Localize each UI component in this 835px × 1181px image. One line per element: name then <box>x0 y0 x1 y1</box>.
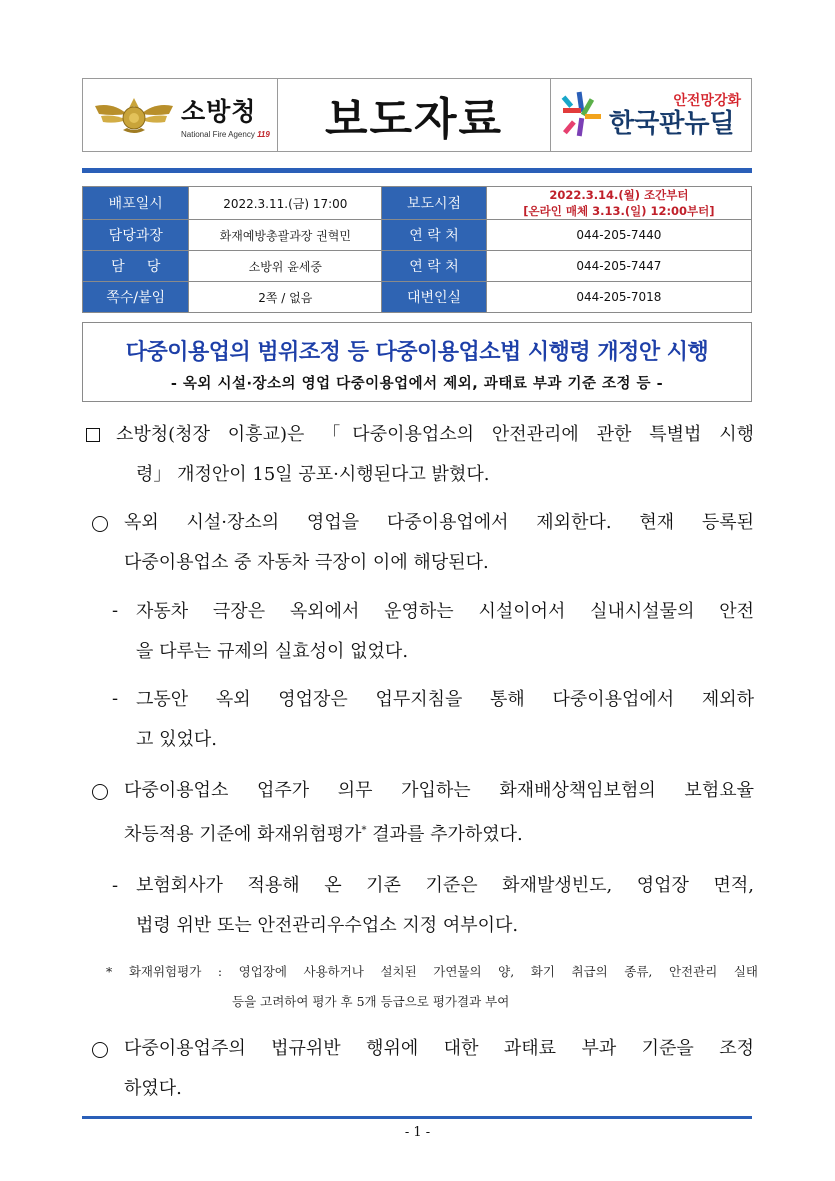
value-contact: 044-205-7447 <box>486 251 751 282</box>
footnote-marker: * <box>361 825 367 836</box>
headline-box <box>82 322 752 402</box>
text-line: 령」 개정안이 15일 공포·시행된다고 밝혔다. <box>136 464 490 485</box>
embargo-line-1: 2022.3.14.(월) 조간부터 <box>549 188 689 202</box>
dash-bullet: - <box>112 875 119 896</box>
new-deal-burst-icon <box>559 90 603 138</box>
text-line: 소방청(청장 이흥교)은 「다중이용업소의 안전관리에 관한 특별법 시행 <box>116 424 754 445</box>
text-line: 다중이용업소 업주가 의무 가입하는 화재배상책임보험의 보험요율 <box>124 780 754 801</box>
value-pages-attachments: 2쪽 / 없음 <box>189 282 382 313</box>
paragraph-intro-cont <box>136 455 754 495</box>
circle-bullet-icon <box>92 1042 108 1058</box>
agency-name: 소방청 <box>181 96 257 126</box>
page-number: - 1 - <box>404 1125 431 1140</box>
square-bullet-icon <box>86 428 100 442</box>
table-row <box>83 187 752 220</box>
text-line: 옥외 시설·장소의 영업을 다중이용업에서 제외한다. 현재 등록된 <box>124 512 754 533</box>
value-contact: 044-205-7440 <box>486 220 751 251</box>
paragraph-fine <box>124 1029 754 1069</box>
text-line: 다중이용업소 중 자동차 극장이 이에 해당된다. <box>124 552 489 573</box>
paragraph-insurance-cont <box>124 811 754 855</box>
text-line: 법령 위반 또는 안전관리우수업소 지정 여부이다. <box>136 915 519 936</box>
agency-logo-cell <box>83 79 278 152</box>
circle-bullet-icon <box>92 516 108 532</box>
headline-title: 다중이용업의 범위조정 등 다중이용업소법 시행령 개정안 시행 <box>125 340 709 365</box>
text-line: 다중이용업주의 법규위반 행위에 대한 과태료 부과 기준을 조정 <box>124 1038 754 1059</box>
value-spokesperson: 044-205-7018 <box>486 282 751 313</box>
slogan: 안전망강화 <box>673 93 741 109</box>
footer-divider <box>82 1116 752 1119</box>
footnote-line-2: 등을 고려하여 평가 후 5개 등급으로 평가결과 부여 <box>232 994 510 1009</box>
paragraph-outdoor-cont <box>124 543 754 583</box>
text-line: 차등적용 기준에 화재위험평가 <box>124 824 362 845</box>
dash-bullet: - <box>112 688 119 709</box>
value-division-head: 화재예방총괄과장 권혁민 <box>189 220 382 251</box>
label-distribution-time: 배포일시 <box>83 187 189 220</box>
paragraph-fine-cont <box>124 1069 754 1109</box>
footnote-line-1: * 화재위험평가 : 영업장에 사용하거나 설치된 가연물의 양, 화기 취급의 종류, 안전관리 실태 <box>106 964 758 979</box>
table-row <box>83 282 752 313</box>
header-divider <box>82 168 752 173</box>
label-pages-attachments: 쪽수/붙임 <box>83 282 189 313</box>
fire-agency-emblem-icon <box>93 92 175 138</box>
label-contact: 연 락 처 <box>382 220 487 251</box>
paragraph-intro <box>116 415 754 455</box>
label-contact: 연 락 처 <box>382 251 487 282</box>
text-line: 그동안 옥외 영업장은 업무지침을 통해 다중이용업에서 제외하 <box>136 689 754 710</box>
value-distribution-time: 2022.3.11.(금) 17:00 <box>189 187 382 220</box>
headline-subtitle: - 옥외 시설·장소의 영업 다중이용업에서 제외, 과태료 부과 기준 조정 등 - <box>170 376 664 392</box>
new-deal-brand: 한국판뉴딜 <box>609 109 735 139</box>
paragraph-guideline <box>136 680 754 720</box>
paragraph-guideline-cont <box>136 720 754 760</box>
text-line: 하였다. <box>124 1078 182 1099</box>
release-info-table <box>82 186 752 313</box>
text-line: 을 다루는 규제의 실효성이 없었다. <box>136 641 409 662</box>
letterhead <box>82 78 752 152</box>
paragraph-insurance <box>124 771 754 811</box>
label-division-head: 담당과장 <box>83 220 189 251</box>
table-row <box>83 251 752 282</box>
value-embargo-time <box>486 187 751 220</box>
label-spokesperson: 대변인실 <box>382 282 487 313</box>
agency-name-english: National Fire Agency 119 <box>181 129 270 139</box>
paragraph-outdoor <box>124 503 754 543</box>
text-line: 자동차 극장은 옥외에서 운영하는 시설이어서 실내시설물의 안전 <box>136 601 754 622</box>
text-line: 결과를 추가하였다. <box>366 824 523 845</box>
label-officer: 담 당 <box>83 251 189 282</box>
value-officer: 소방위 윤세중 <box>189 251 382 282</box>
table-row <box>83 220 752 251</box>
paragraph-criteria-cont <box>136 906 754 946</box>
label-embargo-time: 보도시점 <box>382 187 487 220</box>
paragraph-drive-in <box>136 592 754 632</box>
document-type-title: 보도자료 <box>278 79 551 152</box>
dash-bullet: - <box>112 600 119 621</box>
text-line: 보험회사가 적용해 온 기존 기준은 화재발생빈도, 영업장 면적, <box>136 875 754 896</box>
text-line: 고 있었다. <box>136 729 217 750</box>
paragraph-drive-in-cont <box>136 632 754 672</box>
new-deal-logo-cell <box>551 79 752 152</box>
embargo-line-2: [온라인 매체 3.13.(일) 12:00부터] <box>523 204 715 218</box>
paragraph-criteria <box>136 866 754 906</box>
circle-bullet-icon <box>92 784 108 800</box>
